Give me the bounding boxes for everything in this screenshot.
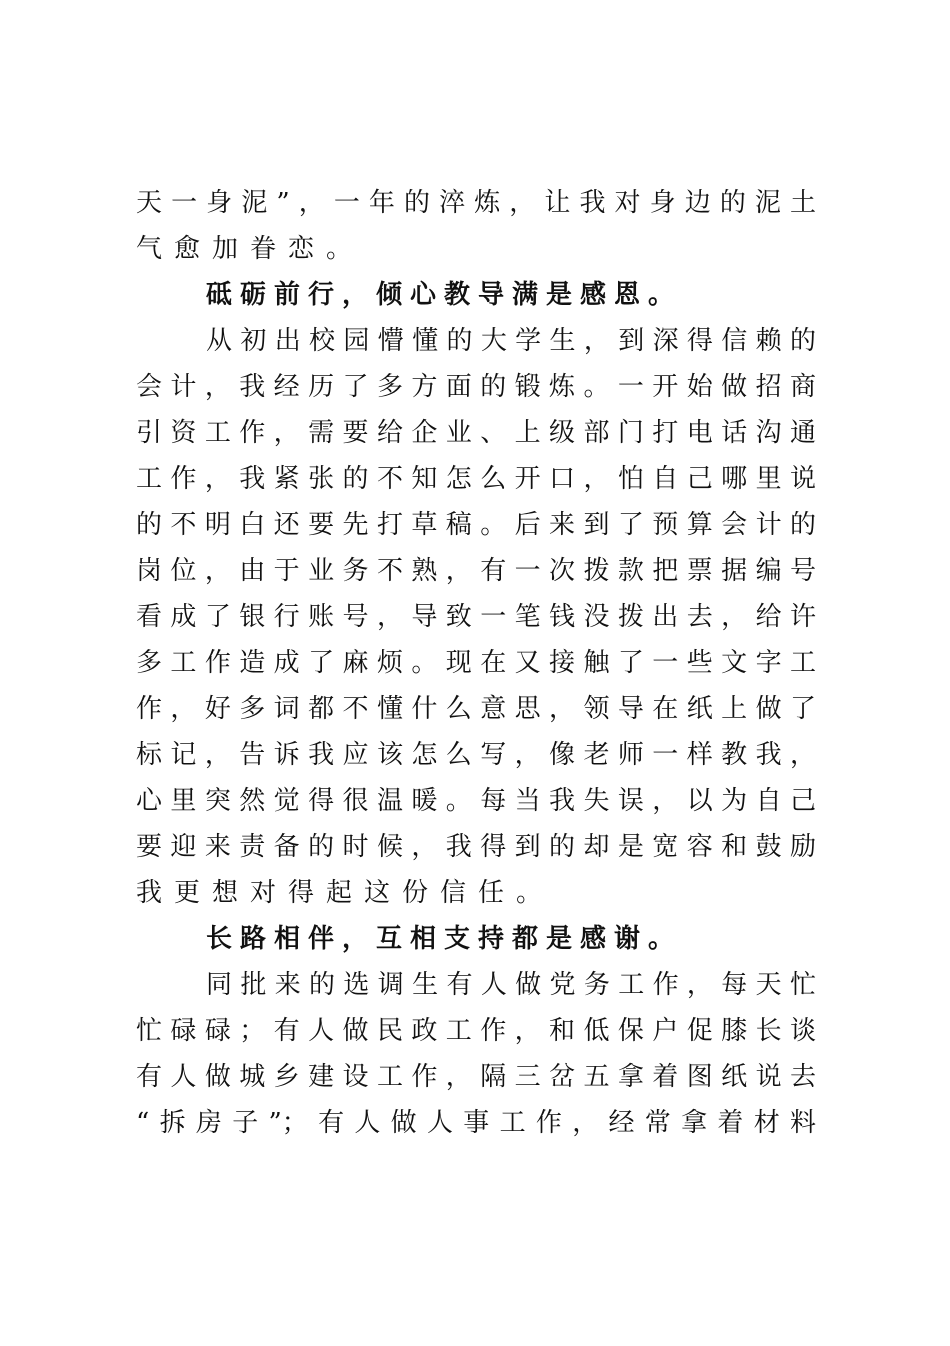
text-line: 同批来的选调生有人做党务工作，每天忙: [206, 970, 816, 1000]
text-line: 引资工作，需要给企业、上级部门打电话沟通: [136, 418, 816, 448]
text-line: 要迎来责备的时候，我得到的却是宽容和鼓励: [136, 832, 816, 862]
text-line: 忙碌碌；有人做民政工作，和低保户促膝长谈: [136, 1016, 816, 1046]
text-line: 作，好多词都不懂什么意思，领导在纸上做了: [136, 694, 816, 724]
section-heading: 砥砺前行，倾心教导满是感恩。: [206, 280, 683, 310]
text-line: 我更想对得起这份信任。: [136, 878, 555, 908]
text-line: 从初出校园懵懂的大学生，到深得信赖的: [206, 326, 816, 356]
text-line: 有人做城乡建设工作，隔三岔五拿着图纸说去: [136, 1062, 816, 1092]
text-line: 天一身泥”，一年的淬炼，让我对身边的泥土: [136, 188, 816, 218]
text-line: 看成了银行账号，导致一笔钱没拨出去，给许: [136, 602, 816, 632]
text-line: 的不明白还要先打草稿。后来到了预算会计的: [136, 510, 816, 540]
text-line: 标记，告诉我应该怎么写，像老师一样教我，: [136, 740, 816, 770]
section-heading: 长路相伴，互相支持都是感谢。: [206, 924, 683, 954]
text-line: 会计，我经历了多方面的锻炼。一开始做招商: [136, 372, 816, 402]
text-line: 气愈加眷恋。: [136, 234, 365, 264]
text-line: 多工作造成了麻烦。现在又接触了一些文字工: [136, 648, 816, 678]
text-line: 工作，我紧张的不知怎么开口，怕自己哪里说: [136, 464, 816, 494]
text-line: “拆房子”；有人做人事工作，经常拿着材料: [136, 1108, 816, 1138]
text-line: 岗位，由于业务不熟，有一次拨款把票据编号: [136, 556, 816, 586]
text-line: 心里突然觉得很温暖。每当我失误，以为自己: [136, 786, 816, 816]
